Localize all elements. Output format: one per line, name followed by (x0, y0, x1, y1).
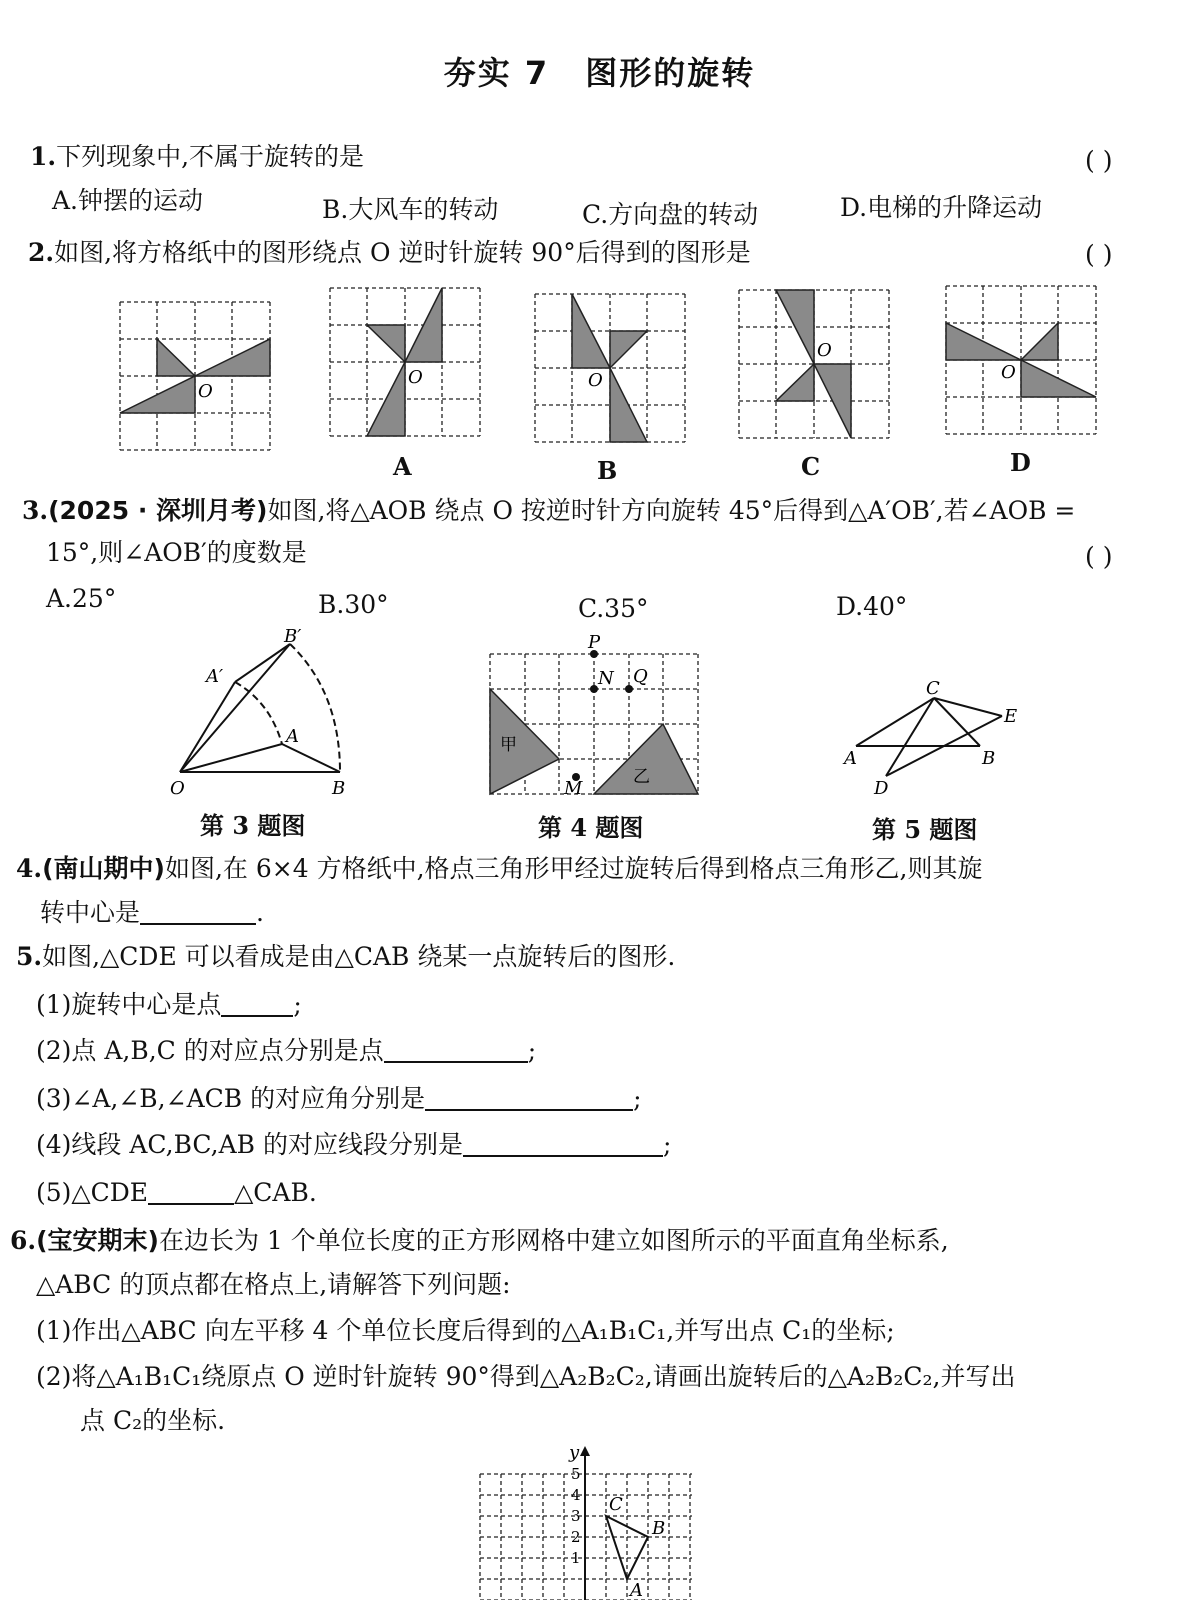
q2-original-figure (118, 300, 274, 452)
page-title (0, 48, 1199, 94)
q6-point-a: A (630, 1580, 643, 1600)
fig4-label-m: M (564, 778, 583, 799)
q3-option-d: D.40° (836, 592, 908, 621)
q2-label-d: D (1010, 448, 1031, 477)
fig3-label-o: O (170, 778, 185, 799)
q3-option-c: C.35° (578, 594, 649, 623)
q2-option-b-point-o: O (588, 370, 603, 391)
q6-tick-4: 4 (571, 1486, 581, 1504)
q6-point-b: B (652, 1518, 666, 1539)
q6-tick-2: 2 (571, 1528, 581, 1546)
fig4-grid-diagram (478, 632, 708, 802)
q2-label-a: A (393, 452, 412, 481)
q2-label-b: B (597, 456, 618, 485)
q1-option-b: B.大风车的转动 (322, 195, 499, 224)
q3-option-b: B.30° (318, 590, 389, 619)
q5-part-3: (3)∠A,∠B,∠ACB 的对应角分别是 ; (36, 1084, 642, 1113)
q3-stem-line1: 3.(2025 · 深圳月考)如图,将△AOB 绕点 O 按逆时针方向旋转 45°后得到△A′OB′,若∠AOB = (22, 496, 1076, 525)
q3-answer-paren[interactable]: ( ) (1085, 542, 1113, 571)
fig5-caption: 第 5 题图 (872, 815, 978, 844)
fig5-label-a: A (844, 748, 857, 769)
q2-option-d-point-o: O (1001, 362, 1016, 383)
fig5-label-e: E (1004, 706, 1018, 727)
q3-option-a: A.25° (46, 584, 117, 613)
q5-part-5-blank[interactable] (148, 1179, 234, 1205)
q6-axis-y-label: y (569, 1442, 580, 1463)
q3-stem-line2: 15°,则∠AOB′的度数是 (46, 538, 307, 567)
fig5-label-b: B (982, 748, 996, 769)
q2-label-c: C (801, 452, 821, 481)
q4-answer-blank[interactable] (140, 899, 256, 925)
q6-stem-line1: 6.(宝安期末)在边长为 1 个单位长度的正方形网格中建立如图所示的平面直角坐标系, (10, 1226, 949, 1255)
q5-part-1-blank[interactable] (221, 991, 293, 1017)
fig5-label-c: C (926, 678, 940, 699)
q1-stem: 1.下列现象中,不属于旋转的是 (30, 142, 365, 171)
q5-part-5: (5)△CDE △CAB. (36, 1178, 317, 1207)
q1-option-a: A.钟摆的运动 (52, 186, 204, 215)
fig3-label-b: B (332, 778, 346, 799)
q2-option-c-figure (737, 288, 893, 440)
fig3-label-a-prime: A′ (206, 666, 224, 687)
fig4-label-jia: 甲 (500, 735, 517, 755)
q2-option-b-figure (533, 292, 689, 444)
q2-option-d-figure (944, 284, 1100, 436)
q5-part-2: (2)点 A,B,C 的对应点分别是点 ; (36, 1036, 537, 1065)
fig3-label-a: A (286, 726, 299, 747)
fig3-rotation-diagram (160, 622, 360, 802)
section-label: 夯实 7 (443, 54, 550, 92)
fig3-caption: 第 3 题图 (200, 811, 306, 840)
q2-option-a-figure (328, 286, 484, 438)
q1-option-d: D.电梯的升降运动 (840, 193, 1043, 222)
q2-fig-point-o: O (198, 381, 213, 402)
q5-part-4: (4)线段 AC,BC,AB 的对应线段分别是 ; (36, 1130, 672, 1159)
q5-stem: 5.如图,△CDE 可以看成是由△CAB 绕某一点旋转后的图形. (16, 942, 676, 971)
q5-part-4-blank[interactable] (463, 1131, 663, 1157)
fig4-label-yi: 乙 (633, 767, 650, 787)
section-title: 图形的旋转 (585, 54, 756, 92)
q6-tick-3: 3 (571, 1507, 581, 1525)
q6-tick-1: 1 (571, 1549, 581, 1567)
q4-stem-line1: 4.(南山期中)如图,在 6×4 方格纸中,格点三角形甲经过旋转后得到格点三角形乙,则其旋 (16, 854, 983, 883)
q2-stem: 2.如图,将方格纸中的图形绕点 O 逆时针旋转 90°后得到的图形是 (28, 238, 751, 267)
fig4-label-q: Q (633, 666, 648, 687)
q5-part-2-blank[interactable] (384, 1037, 528, 1063)
q1-answer-paren[interactable]: ( ) (1085, 146, 1113, 175)
q4-stem-line2: 转中心是 . (40, 898, 264, 927)
q1-option-c: C.方向盘的转动 (582, 200, 759, 229)
fig5-triangles-diagram (838, 676, 1028, 801)
q6-part-1: (1)作出△ABC 向左平移 4 个单位长度后得到的△A₁B₁C₁,并写出点 C₁的坐标; (36, 1316, 895, 1345)
q6-coordinate-grid (470, 1444, 710, 1600)
fig3-label-b-prime: B′ (284, 626, 302, 647)
q6-tick-5: 5 (571, 1465, 581, 1483)
fig4-label-n: N (598, 668, 614, 689)
q2-answer-paren[interactable]: ( ) (1085, 240, 1113, 269)
q5-part-1: (1)旋转中心是点 ; (36, 990, 302, 1019)
q5-part-3-blank[interactable] (425, 1085, 633, 1111)
q2-option-a-point-o: O (408, 367, 423, 388)
q6-part-2-line2: 点 C₂的坐标. (80, 1406, 226, 1435)
fig5-label-d: D (874, 778, 889, 799)
q6-point-c: C (609, 1494, 623, 1515)
q6-stem-line2: △ABC 的顶点都在格点上,请解答下列问题: (36, 1270, 511, 1299)
fig4-caption: 第 4 题图 (538, 813, 644, 842)
fig4-label-p: P (588, 632, 601, 653)
q6-part-2-line1: (2)将△A₁B₁C₁绕原点 O 逆时针旋转 90°得到△A₂B₂C₂,请画出旋转后的△A₂B₂C₂,并写出 (36, 1362, 1016, 1391)
q2-option-c-point-o: O (817, 340, 832, 361)
